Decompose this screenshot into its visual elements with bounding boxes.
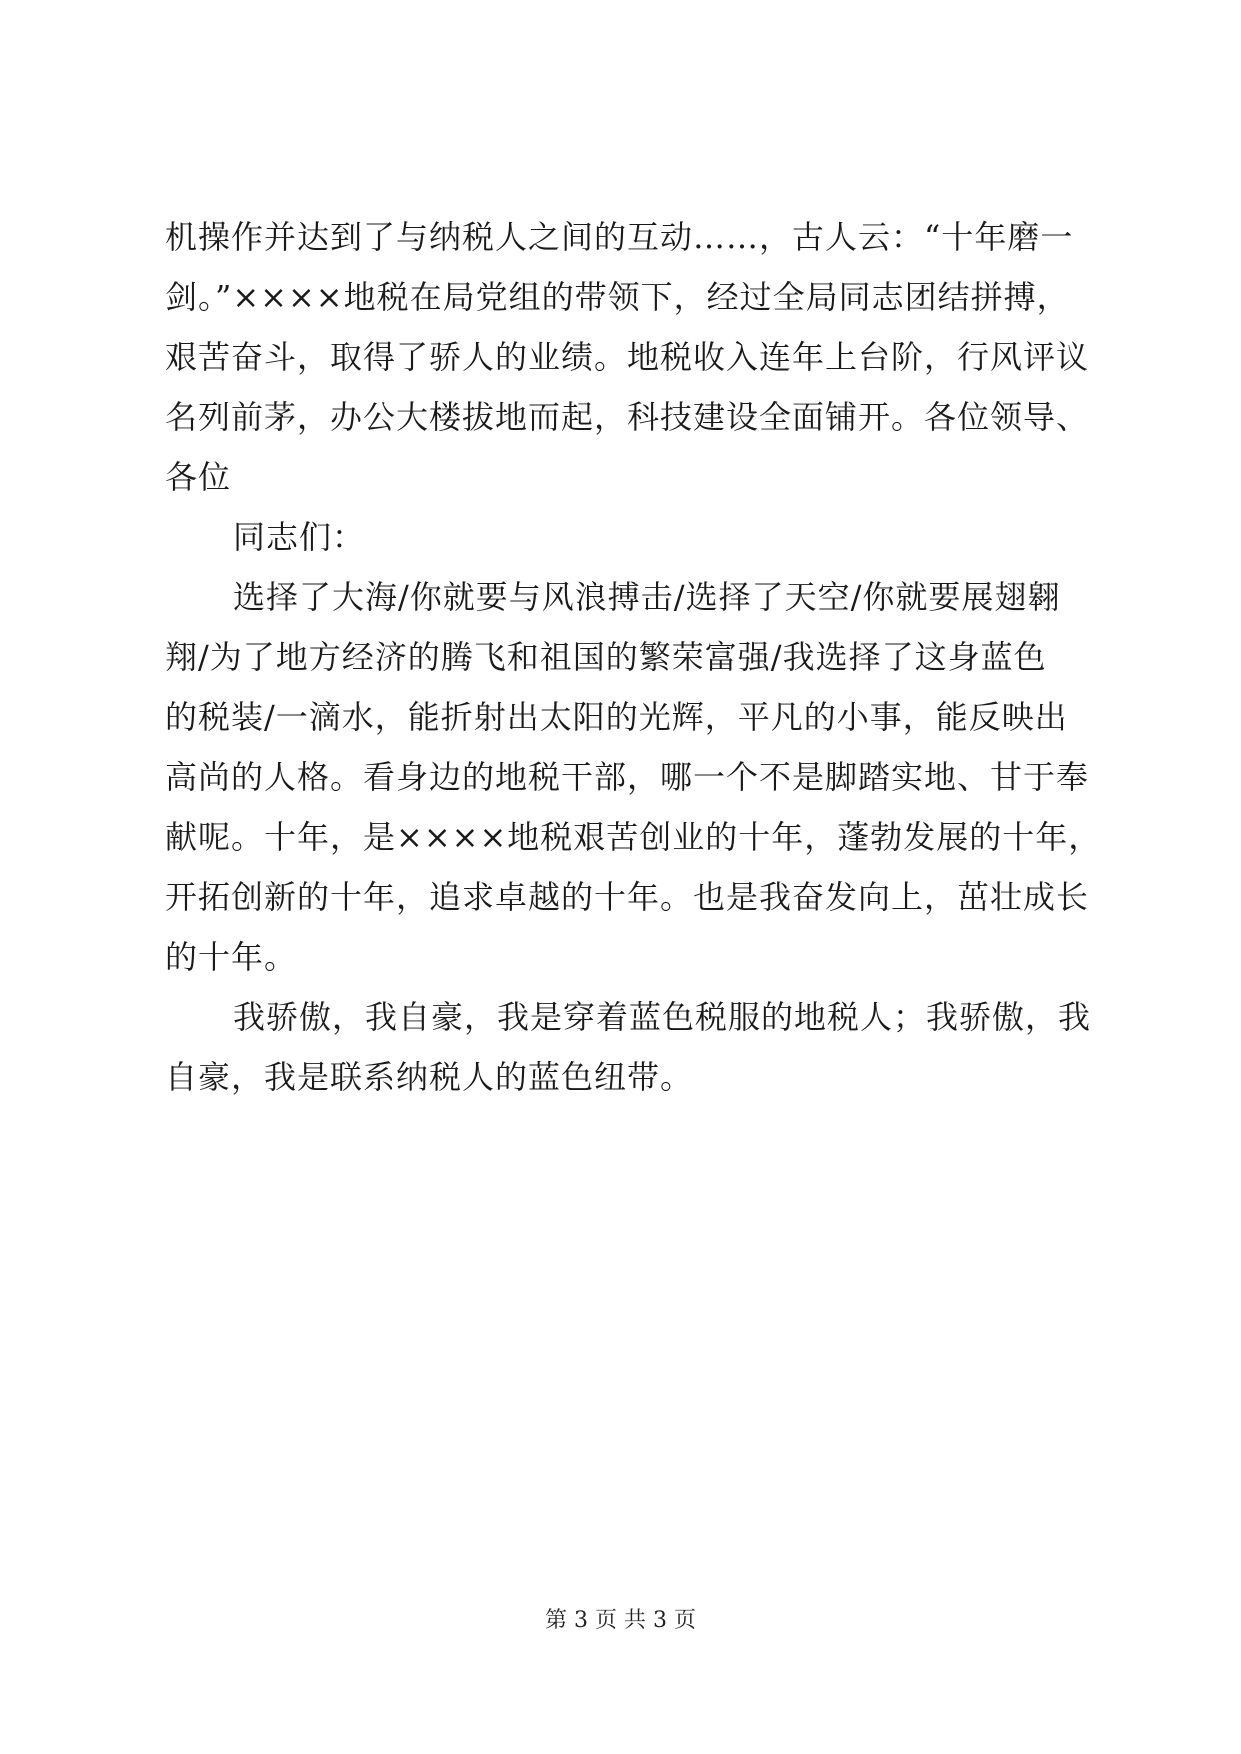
text-line: 的十年。 <box>165 938 298 976</box>
salutation-line: 同志们： <box>233 518 366 556</box>
text-line: 机操作并达到了与纳税人之间的互动……，古人云：“十年磨一 <box>165 218 1074 256</box>
document-body <box>165 207 1100 1107</box>
page-footer <box>0 1606 1241 1636</box>
text-line: 剑。”××××地税在局党组的带领下，经过全局同志团结拼搏， <box>165 278 1070 316</box>
text-line: 艰苦奋斗，取得了骄人的业绩。地税收入连年上台阶，行风评议 <box>165 338 1090 376</box>
text-line: 翔/为了地方经济的腾飞和祖国的繁荣富强/我选择了这身蓝色 <box>165 638 1047 676</box>
text-line: 自豪，我是联系纳税人的蓝色纽带。 <box>165 1058 694 1096</box>
text-line: 名列前茅，办公大楼拔地而起，科技建设全面铺开。各位领导、 <box>165 398 1090 436</box>
text-line: 开拓创新的十年，追求卓越的十年。也是我奋发向上，茁壮成长 <box>165 878 1090 916</box>
text-line: 各位 <box>165 458 232 496</box>
page-number-label: 第 3 页 共 3 页 <box>545 1608 696 1633</box>
text-line: 高尚的人格。看身边的地税干部，哪一个不是脚踏实地、甘于奉 <box>165 758 1090 796</box>
text-line: 献呢。十年，是××××地税艰苦创业的十年，蓬勃发展的十年， <box>165 818 1102 856</box>
text-line: 的税装/一滴水，能折射出太阳的光辉，平凡的小事，能反映出 <box>165 698 1068 736</box>
text-line: 我骄傲，我自豪，我是穿着蓝色税服的地税人；我骄傲，我 <box>233 998 1092 1036</box>
text-line: 选择了大海/你就要与风浪搏击/选择了天空/你就要展翅翱 <box>233 578 1061 616</box>
